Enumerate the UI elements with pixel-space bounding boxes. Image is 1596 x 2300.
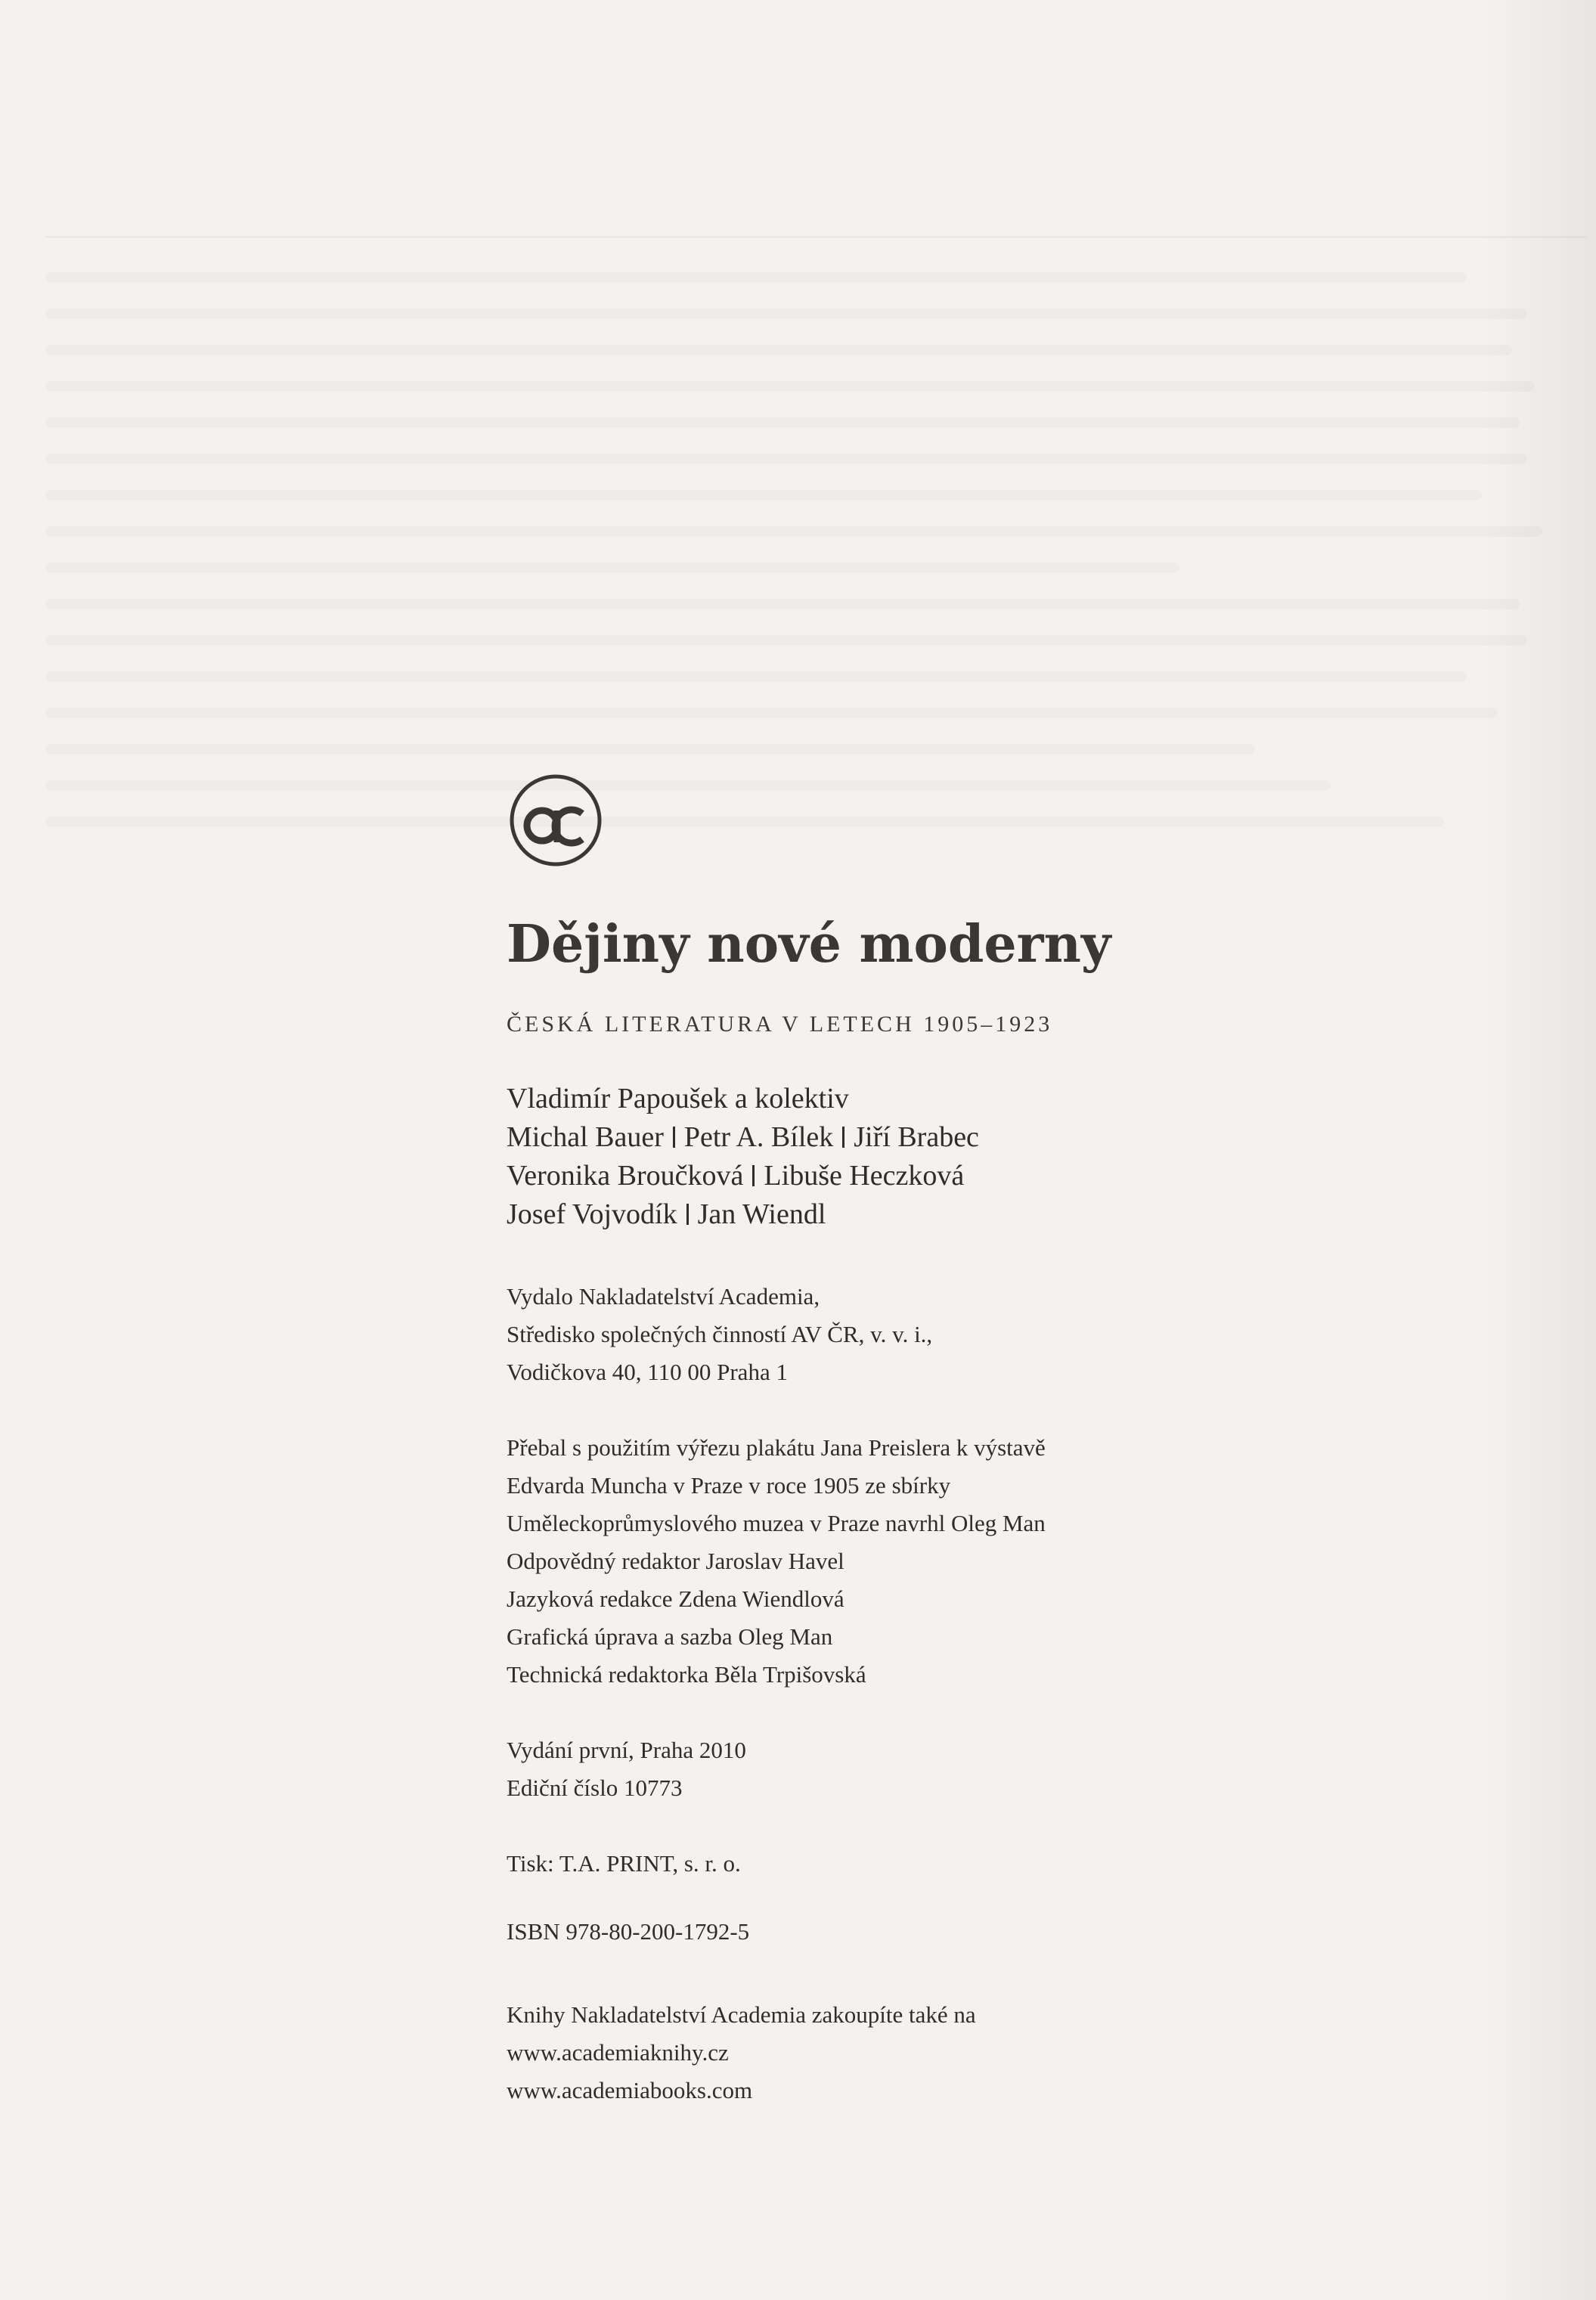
edition-line: Vydání první, Praha 2010 [507, 1737, 746, 1763]
author-lead: Vladimír Papoušek a kolektiv [507, 1083, 849, 1114]
author-name: Jiří Brabec [854, 1121, 979, 1153]
publisher-line: Středisko společných činností AV ČR, v. v. i., [507, 1321, 933, 1347]
author-name: Veronika Broučková [507, 1160, 744, 1192]
academia-ae-logo-icon [507, 771, 605, 869]
credit-line: Edvarda Muncha v Praze v roce 1905 ze sbírky [507, 1472, 951, 1499]
edition-line: Ediční číslo 10773 [507, 1775, 683, 1801]
publisher-line: Vydalo Nakladatelství Academia, [507, 1283, 820, 1310]
isbn-info [507, 1913, 749, 1951]
credit-line: Grafická úprava a sazba Oleg Man [507, 1623, 833, 1650]
printer-info [507, 1845, 741, 1883]
web-line: Knihy Nakladatelství Academia zakoupíte také na [507, 2001, 976, 2028]
show-through-text [45, 189, 1588, 945]
isbn-line: ISBN 978-80-200-1792-5 [507, 1918, 750, 1945]
credit-line: Jazyková redakce Zdena Wiendlová [507, 1586, 844, 1612]
credit-line: Přebal s použitím výřezu plakátu Jana Preislera k výstavě [507, 1434, 1046, 1461]
author-name: Josef Vojvodík [507, 1198, 677, 1230]
web-url: www.academiaknihy.cz [507, 2039, 729, 2066]
separator-bar [842, 1127, 844, 1148]
credit-line: Odpovědný redaktor Jaroslav Havel [507, 1548, 844, 1574]
publisher-info [507, 1278, 932, 1391]
author-name: Petr A. Bílek [683, 1121, 834, 1153]
web-info [507, 1996, 976, 2109]
book-title: Dějiny nové moderny [507, 914, 1111, 975]
credit-line: Technická redaktorka Běla Trpišovská [507, 1661, 866, 1688]
separator-bar [673, 1127, 675, 1148]
edition-info [507, 1731, 746, 1807]
web-url: www.academiabooks.com [507, 2077, 753, 2103]
printer-line: Tisk: T.A. PRINT, s. r. o. [507, 1850, 741, 1877]
credits-info [507, 1429, 1046, 1694]
author-row [507, 1118, 979, 1157]
separator-bar [752, 1165, 755, 1186]
publisher-line: Vodičkova 40, 110 00 Praha 1 [507, 1359, 788, 1385]
separator-bar [686, 1204, 689, 1225]
credit-line: Uměleckoprůmyslového muzea v Praze navrhl Oleg Man [507, 1510, 1046, 1536]
author-row [507, 1195, 979, 1234]
author-list [507, 1080, 979, 1234]
author-name: Michal Bauer [507, 1121, 664, 1153]
author-name: Libuše Heczková [764, 1160, 965, 1192]
book-subtitle: ČESKÁ LITERATURA V LETECH 1905–1923 [507, 1012, 1053, 1037]
author-row [507, 1157, 979, 1195]
author-name: Jan Wiendl [697, 1198, 826, 1230]
